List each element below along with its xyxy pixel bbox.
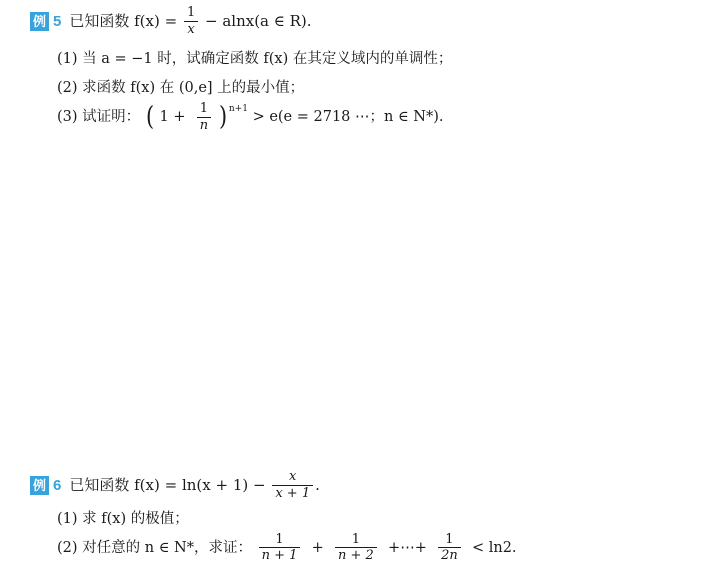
fraction-denominator: n + 2 bbox=[338, 548, 374, 564]
example-5-stem bbox=[30, 6, 452, 36]
part-suffix: < ln2. bbox=[467, 539, 517, 556]
example-badge-label: 例 bbox=[30, 12, 49, 31]
fraction-numerator: 1 bbox=[184, 6, 198, 22]
fraction-x-over-x-plus-1 bbox=[272, 470, 313, 500]
stem-suffix: − alnx(a ∈ R). bbox=[200, 11, 312, 30]
fraction-numerator: x bbox=[272, 470, 313, 486]
example-5-part-3 bbox=[57, 102, 452, 132]
plus-sign: + bbox=[307, 539, 329, 556]
fraction-1-over-2n bbox=[438, 533, 461, 563]
example-6 bbox=[30, 470, 517, 563]
part-prefix: (2) 对任意的 n ∈ N*，求证： bbox=[57, 539, 252, 556]
fraction-1-over-n bbox=[197, 102, 211, 132]
example-6-badge bbox=[30, 476, 63, 495]
example-5-badge bbox=[30, 12, 63, 31]
part-text: (2) 求函数 f(x) 在 (0,e] 上的最小值； bbox=[57, 79, 305, 96]
part-text: (1) 求 f(x) 的极值； bbox=[57, 511, 189, 528]
example-6-stem bbox=[30, 470, 517, 500]
example-5-part-2 bbox=[57, 81, 452, 96]
example-5 bbox=[30, 6, 452, 133]
fraction-numerator: 1 bbox=[438, 533, 461, 549]
ellipsis-sum: +⋯+ bbox=[383, 539, 432, 556]
example-6-part-2 bbox=[57, 533, 517, 563]
fraction-denominator: n + 1 bbox=[261, 548, 298, 564]
fraction-denominator: n bbox=[199, 117, 209, 133]
right-paren: ) bbox=[218, 102, 227, 133]
part-inner: 1 + bbox=[159, 109, 191, 126]
fraction-1-over-n-plus-1 bbox=[259, 533, 301, 563]
part-text: (1) 当 a = −1 时，试确定函数 f(x) 在其定义域内的单调性； bbox=[57, 51, 453, 68]
part-prefix: (3) 试证明： bbox=[57, 109, 141, 126]
fraction-denominator: 2n bbox=[441, 548, 458, 564]
example-5-part-1 bbox=[57, 52, 452, 67]
example-badge-label: 例 bbox=[30, 476, 49, 495]
stem-prefix: 已知函数 f(x) = ln(x + 1) − bbox=[69, 475, 271, 494]
example-badge-number: 6 bbox=[53, 476, 62, 494]
left-paren: ( bbox=[145, 102, 154, 133]
fraction-denominator: x bbox=[187, 21, 195, 37]
stem-suffix: . bbox=[315, 475, 320, 494]
fraction-denominator: x + 1 bbox=[275, 485, 311, 501]
stem-prefix: 已知函数 f(x) = bbox=[69, 11, 182, 30]
fraction-1-over-n-plus-2 bbox=[335, 533, 377, 563]
example-badge-number: 5 bbox=[53, 12, 62, 30]
exponent: n+1 bbox=[228, 104, 248, 115]
part-suffix: > e(e = 2718 ⋯；n ∈ N*). bbox=[252, 109, 444, 126]
fraction-1-over-x bbox=[184, 6, 198, 36]
fraction-numerator: 1 bbox=[197, 102, 211, 118]
example-6-part-1 bbox=[57, 512, 517, 527]
fraction-numerator: 1 bbox=[259, 533, 301, 549]
fraction-numerator: 1 bbox=[335, 533, 377, 549]
